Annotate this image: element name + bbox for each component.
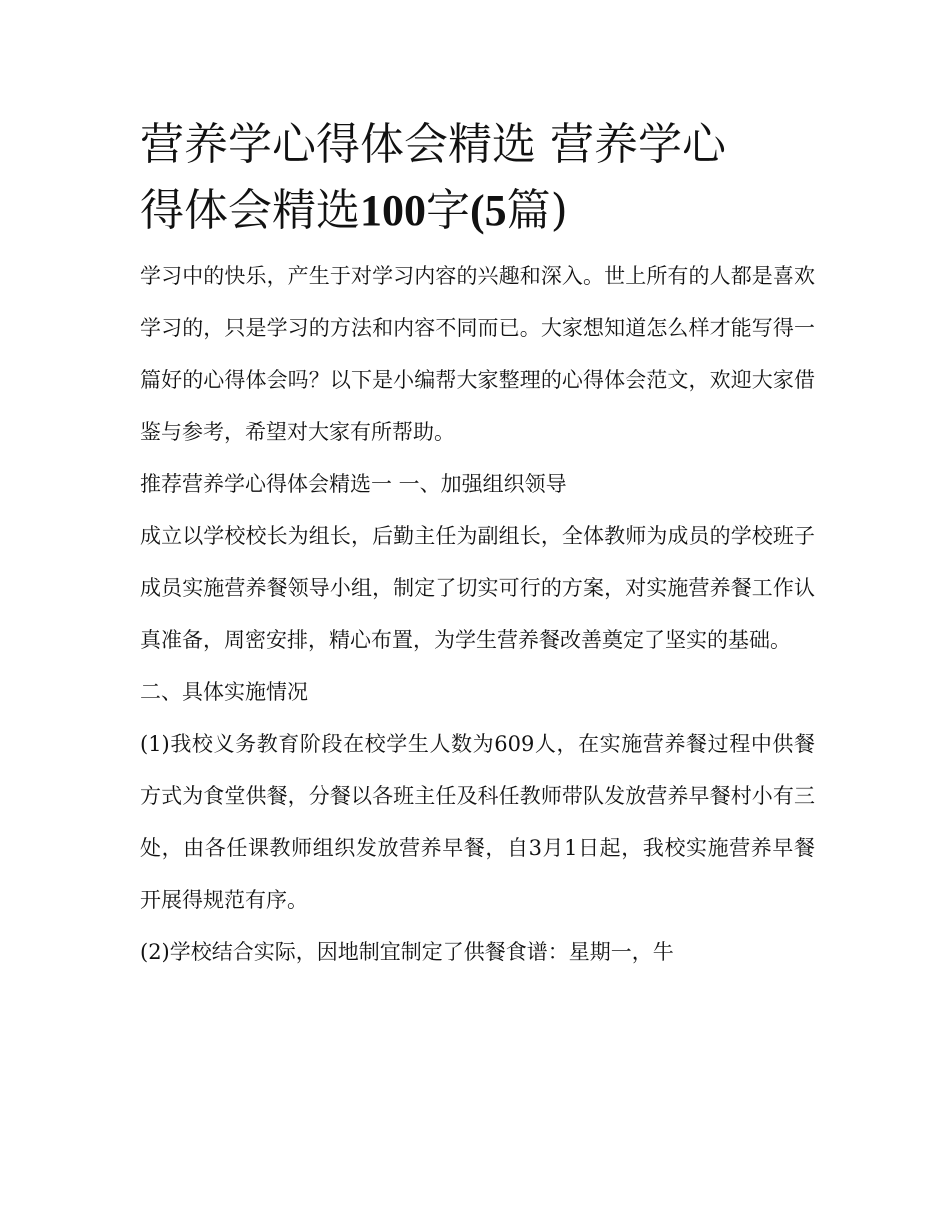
title-line-1: 营养学心得体会精选 营养学心 <box>140 119 726 170</box>
title-number: 100 <box>360 186 426 235</box>
body-paragraph: (1)我校义务教育阶段在校学生人数为609人，在实施营养餐过程中供餐方式为食堂供餐，分餐以各班主任及科任教师带队发放营养早餐村小有三处，由各任课教师组织发放营养早餐，自3月1日起，我校实施营养早餐开展得规范有序。 <box>140 732 815 912</box>
document-content <box>140 112 815 978</box>
document-body <box>140 250 815 978</box>
title-count: (5 <box>470 186 507 235</box>
intro-paragraph: 学习中的快乐，产生于对学习内容的兴趣和深入。世上所有的人都是喜欢学习的，只是学习的方法和内容不同而已。大家想知道怎么样才能写得一篇好的心得体会吗？以下是小编帮大家整理的心得体会范文，欢迎大家借鉴与参考，希望对大家有所帮助。 <box>140 264 815 444</box>
section-heading-2: 二、具体实施情况 <box>140 680 308 704</box>
title-line-2-prefix: 得体会精选 <box>140 185 360 236</box>
body-paragraph: (2)学校结合实际，因地制宜制定了供餐食谱：星期一，牛 <box>140 940 674 964</box>
section-heading-1: 推荐营养学心得体会精选一 一、加强组织领导 <box>140 472 567 496</box>
title-line-2-mid: 字 <box>426 185 470 236</box>
body-paragraph: 成立以学校校长为组长，后勤主任为副组长，全体教师为成员的学校班子成员实施营养餐领导小组，制定了切实可行的方案，对实施营养餐工作认真准备，周密安排，精心布置，为学生营养餐改善奠定了坚实的基础。 <box>140 524 815 652</box>
title-line-2-suffix: 篇) <box>506 185 568 236</box>
document-title <box>140 112 815 244</box>
